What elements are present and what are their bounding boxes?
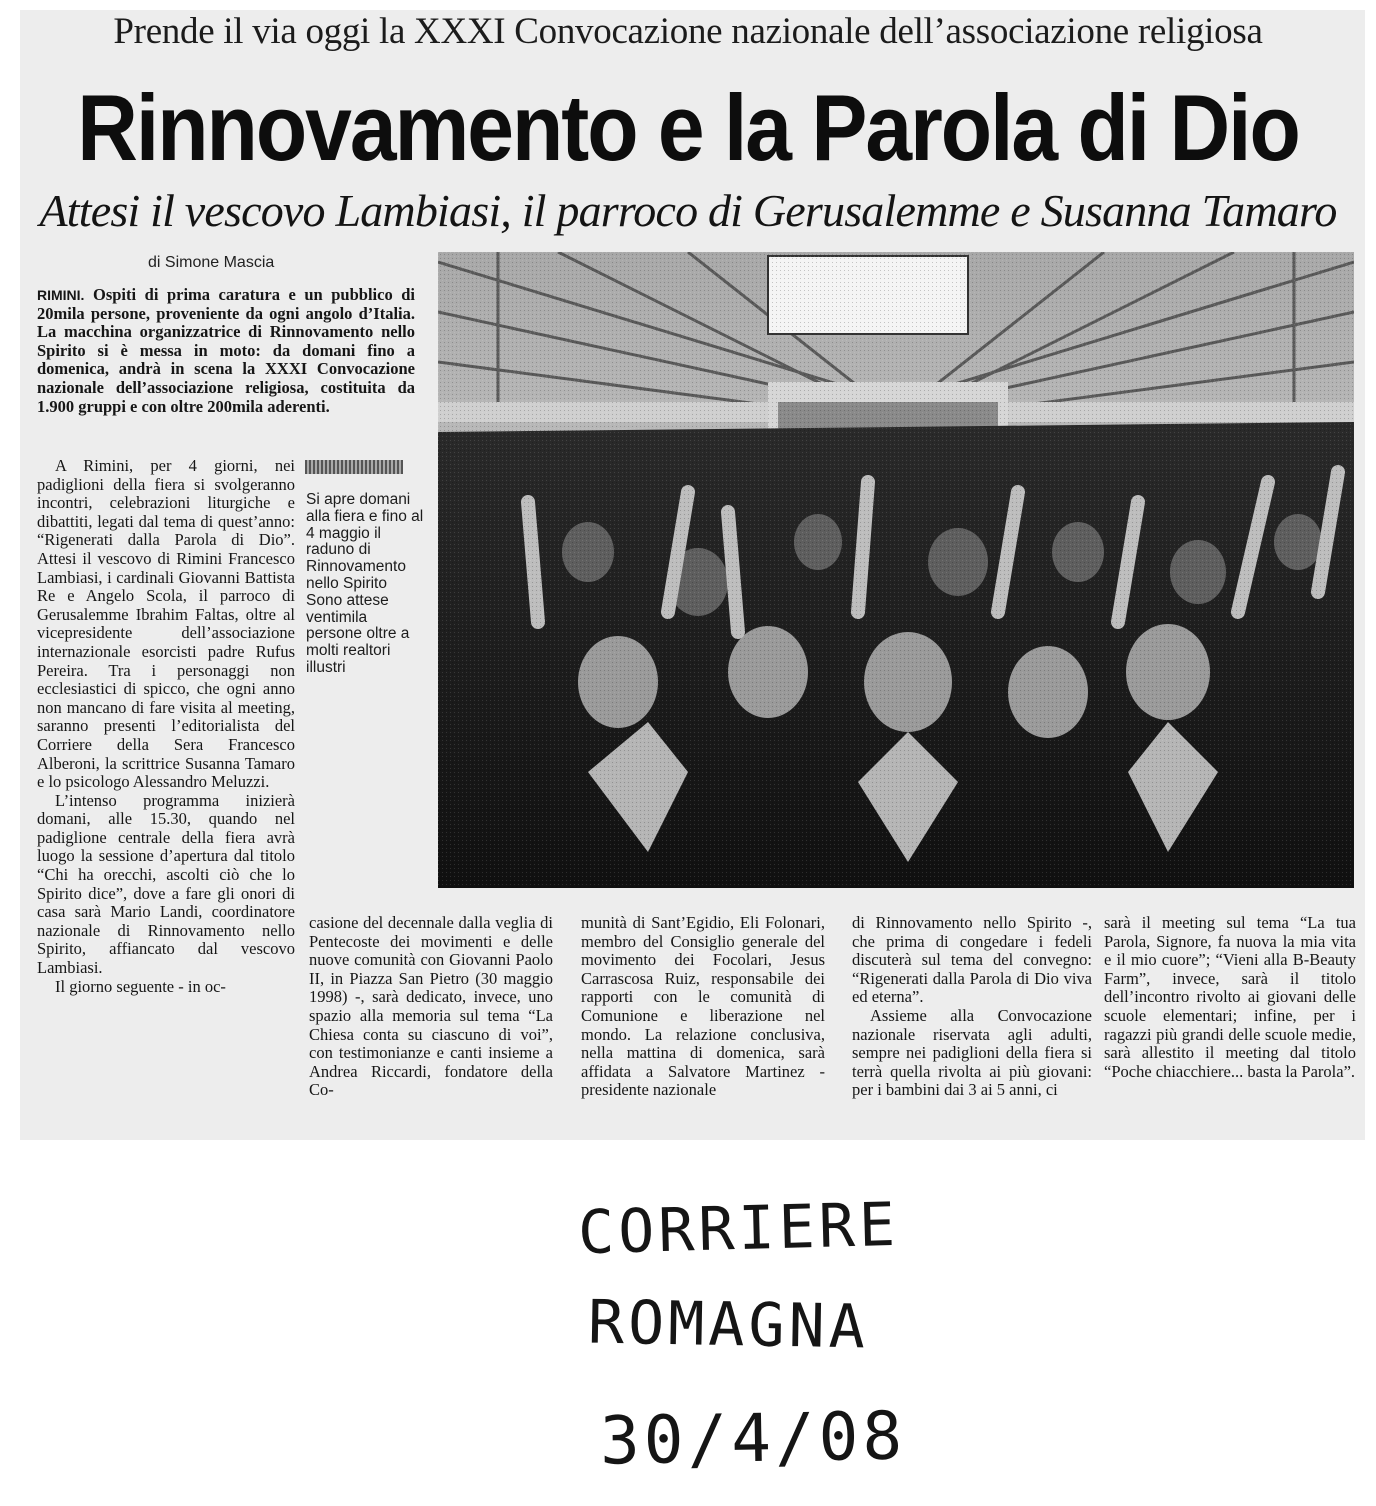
handwritten-source-region: ROMAGNA xyxy=(587,1287,870,1363)
article-subheadline: Attesi il vescovo Lambiasi, il parroco di Gerusalemme e Susanna Tamaro xyxy=(39,185,1337,236)
article-column-1 xyxy=(37,457,295,996)
article-photo xyxy=(438,252,1354,888)
article-column-2 xyxy=(309,914,553,1100)
article-pullquote: Si apre domani alla fiera e fino al 4 maggio il raduno di Rinnovamento nello Spirito Sono attese ventimila persone oltre a molti realtori illustri xyxy=(306,491,424,676)
column-1-paragraph-1: A Rimini, per 4 giorni, nei padiglioni della fiera si svolgeranno incontri, celebrazioni liturgiche e dibattiti, legati dal tema di quest’anno: “Rigenerati dalla Parola di Dio”. Attesi il vescovo di Rimini Francesco Lambiasi, i cardinali Giovanni Battista Re e Angelo Scola, il parroco di Gerusalemme Ibrahim Faltas, oltre al vicepresidente dell’associazione internazionale esorcisti padre Rufus Pereira. Tra i personaggi non ecclesiastici di spicco, che ogni anno non mancano di fare visita al meeting, saranno presenti l’editorialista del Corriere della Sera Francesco Alberoni, la scrittrice Susanna Tamaro e lo psicologo Alessandro Meluzzi. xyxy=(37,456,295,792)
article-column-4 xyxy=(852,914,1092,1100)
article-lead xyxy=(37,286,415,416)
lead-place: RIMINI. xyxy=(37,287,85,303)
pullquote-marker xyxy=(305,460,403,474)
article-kicker: Prende il via oggi la XXXI Convocazione nazionale dell’associazione religiosa xyxy=(113,11,1263,52)
column-4-paragraph-2: Assieme alla Convocazione nazionale riservata agli adulti, sempre nei padiglioni della fiera si terrà quella rivolta ai più giovani: per i bambini dai 3 ai 5 anni, ci xyxy=(852,1005,1092,1100)
column-1-paragraph-2: L’intenso programma inizierà domani, alle 15.30, quando nel padiglione centrale della fiera avrà luogo la sessione d’apertura dal titolo “Chi ha orecchi, ascolti ciò che lo Spirito dice”, dove a fare gli onori di casa sarà Mario Landi, coordinatore nazionale di Rinnovamento nello Spirito, affiancato dal vescovo Lambiasi. xyxy=(37,790,295,978)
column-4-paragraph-1: di Rinnovamento nello Spirito -, che prima di congedare i fedeli discuterà sul tema del convegno: “Rigenerati dalla Parola di Dio viva ed eterna”. xyxy=(852,913,1092,1007)
crowd-photo-illustration xyxy=(438,252,1354,888)
column-2-paragraph: casione del decennale dalla veglia di Pentecoste dei movimenti e delle nuove comunità con Giovanni Paolo II, in Piazza San Pietro (30 maggio 1998) -, sarà dedicato, invece, uno spazio alla memoria sul tema “La Chiesa conta su ciascuno di voi”, con testimonianze e canti insieme a Andrea Riccardi, fondatore della Co- xyxy=(309,913,553,1100)
handwritten-source-newspaper: CORRIERE xyxy=(577,1189,900,1269)
article-byline: di Simone Mascia xyxy=(148,254,275,271)
article-headline: Rinnovamento e la Parola di Dio xyxy=(77,75,1299,181)
article-column-5 xyxy=(1104,914,1356,1081)
handwritten-source-date: 30/4/08 xyxy=(599,1397,907,1480)
column-3-paragraph: munità di Sant’Egidio, Eli Folonari, membro del Consiglio generale del movimento dei Focolari, Jesus Carrascosa Ruiz, responsabile dei rapporti con le comunità di Comunione e liberazione nel mondo. La relazione conclusiva, nella mattina di domenica, sarà affidata a Salvatore Martinez - presidente nazionale xyxy=(581,913,825,1100)
column-5-paragraph: sarà il meeting sul tema “La tua Parola, Signore, fa nuova la mia vita e il mio cuore”; “Vieni alla B-Beauty Farm”, invece, sarà il titolo dell’incontro rivolto ai giovani delle scuole elementari; infine, per i ragazzi più grandi delle scuole medie, sarà allestito il meeting dal titolo “Poche chiacchiere... basta la Parola”. xyxy=(1104,913,1356,1081)
article-column-3 xyxy=(581,914,825,1100)
column-1-paragraph-3: Il giorno seguente - in oc- xyxy=(55,976,226,996)
lead-text: Ospiti di prima caratura e un pubblico di 20mila persone, proveniente da ogni angolo d’Italia. La macchina organizzatrice di Rinnovamento nello Spirito si è messa in moto: da domani fino a domenica, andrà in scena la XXXI Convocazione nazionale dell’associazione religiosa, costituita da 1.900 gruppi e con oltre 200mila aderenti. xyxy=(37,285,415,416)
